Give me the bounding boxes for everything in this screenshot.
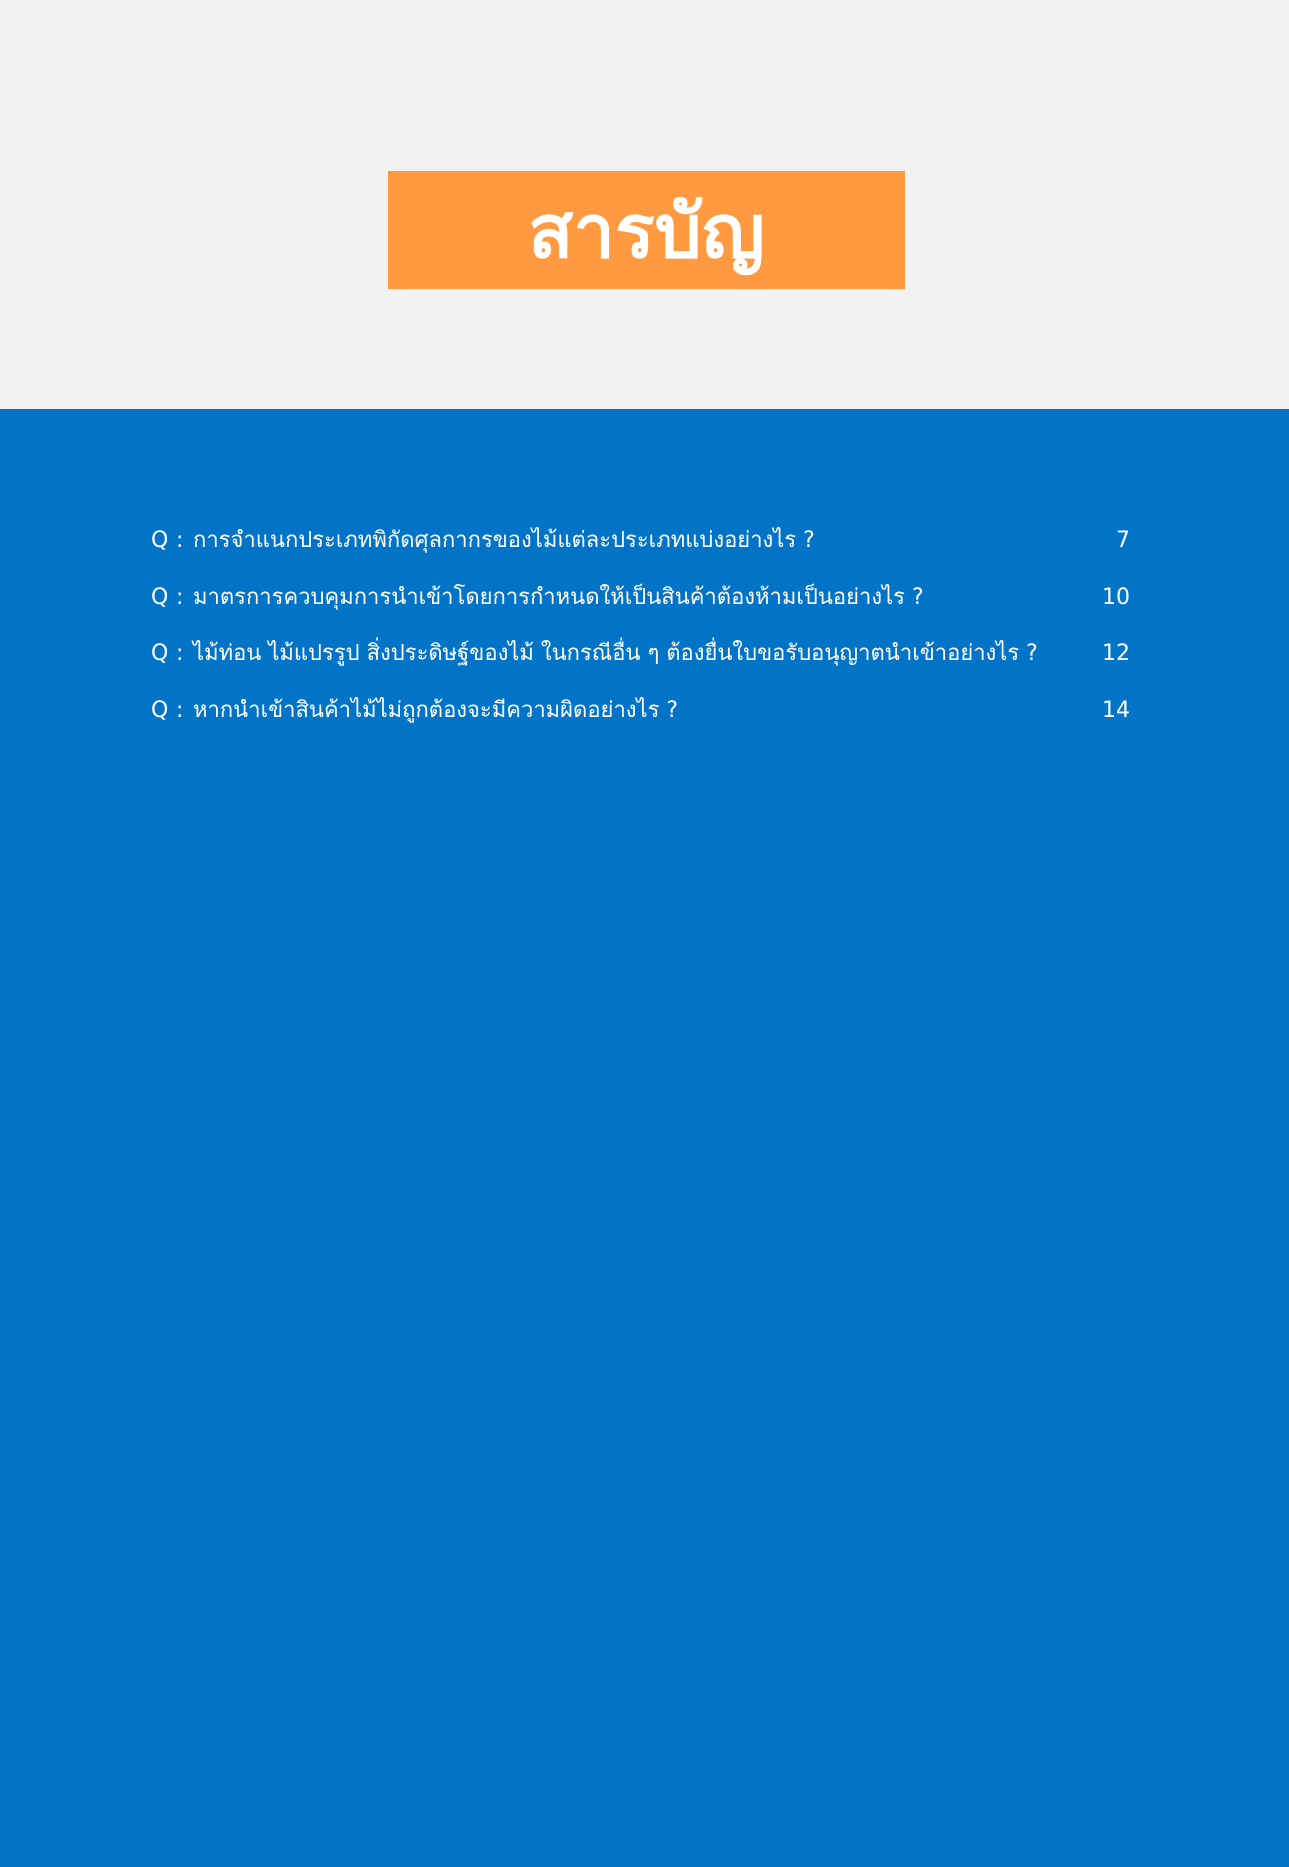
toc-item-prefix: Q [151, 528, 169, 553]
toc-item[interactable] [151, 526, 1130, 583]
toc-item[interactable] [151, 639, 1130, 696]
toc-item-text: มาตรการควบคุมการนำเข้าโดยการกำหนดให้เป็นสินค้าต้องห้ามเป็นอย่างไร ? [193, 584, 924, 610]
toc-list [151, 526, 1130, 752]
toc-item-text: หากนำเข้าสินค้าไม้ไม่ถูกต้องจะมีความผิดอย่างไร ? [193, 697, 679, 723]
header-band [0, 0, 1289, 409]
toc-item-prefix: Q [151, 697, 169, 723]
toc-item-text: ไม้ท่อน ไม้แปรรูป สิ่งประดิษฐ์ของไม้ ในกรณีอื่น ๆ ต้องยื่นใบขอรับอนุญาตนำเข้าอย่างไร ? [193, 641, 1038, 666]
title-banner [388, 171, 905, 289]
page-title: สารบัญ [528, 189, 765, 275]
toc-item-separator: : [176, 584, 184, 610]
toc-item-separator: : [176, 697, 184, 723]
toc-item-separator: : [176, 528, 184, 553]
toc-item-prefix: Q [151, 641, 169, 666]
toc-item-prefix: Q [151, 584, 169, 610]
toc-item-page: 10 [1102, 584, 1130, 610]
toc-item-page: 14 [1102, 697, 1130, 723]
toc-item[interactable] [151, 583, 1130, 640]
toc-item-page: 12 [1102, 641, 1130, 666]
toc-item-page: 7 [1116, 528, 1130, 553]
toc-section [0, 409, 1289, 1867]
toc-item-separator: : [176, 641, 184, 666]
toc-item[interactable] [151, 696, 1130, 753]
toc-item-text: การจำแนกประเภทพิกัดศุลกากรของไม้แต่ละประเภทแบ่งอย่างไร ? [193, 528, 815, 553]
